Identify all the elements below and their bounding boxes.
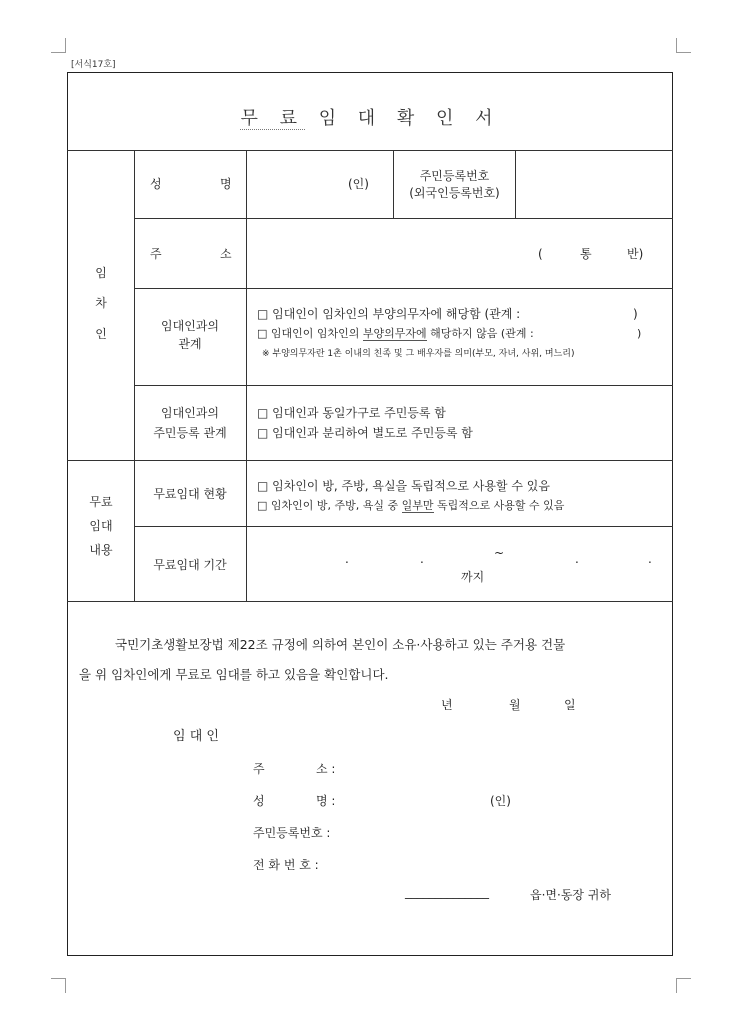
- tenant-address-tong: 통: [580, 247, 592, 261]
- period-tilde: ~: [494, 546, 505, 560]
- landlord-phone-label: 전 화 번 호 :: [253, 858, 319, 872]
- landlord-label: 임 대 인: [173, 729, 219, 744]
- tenant-relation-label-line2: 관계: [178, 337, 202, 351]
- row-line-tenant-end: [67, 460, 673, 461]
- row-line-table-end: [67, 601, 673, 602]
- tenant-relation-note: ※ 부양의무자란 1촌 이내의 친족 및 그 배우자를 의미(부모, 자녀, 사위, 며느리): [262, 349, 575, 359]
- status-option-2-underlined: 일부만: [401, 499, 434, 512]
- col-line-section: [134, 150, 135, 601]
- corner-mark-bottom-left: [51, 978, 66, 993]
- status-option-2-prefix: □ 임차인이 방, 주방, 욕실 중: [257, 499, 402, 512]
- period-dot-4: .: [648, 552, 652, 566]
- statement-line-2: 을 위 임차인에게 무료로 임대를 하고 있음을 확인합니다.: [79, 667, 389, 682]
- form-number: [서식17호]: [71, 60, 116, 70]
- statement-line-1: 국민기초생활보장법 제22조 규정에 의하여 본인이 소유·사용하고 있는 주거용 건물: [115, 637, 566, 652]
- tenant-relation-option-2[interactable]: [257, 326, 534, 342]
- tenant-id-label-line1: 주민등록번호: [419, 169, 490, 183]
- lease-section-label-3: 내용: [89, 543, 113, 557]
- relation-option-2-suffix: 해당하지 않음 (관계 :: [426, 327, 534, 340]
- tenant-registration-option-1[interactable]: □ 임대인과 동일가구로 주민등록 함: [257, 406, 446, 420]
- document-title: [0, 104, 741, 130]
- title-underlined: 무 료: [240, 108, 305, 129]
- corner-mark-top-left: [51, 38, 66, 53]
- row-line-name: [134, 218, 673, 219]
- title-rest: 임 대 확 인 서: [304, 108, 501, 129]
- row-line-title: [67, 150, 673, 151]
- relation-option-2-prefix: □ 임대인이 임차인의: [257, 327, 363, 340]
- tenant-registration-label-line1: 임대인과의: [161, 406, 219, 420]
- corner-mark-bottom-right: [676, 978, 691, 993]
- tenant-relation-option-1[interactable]: □ 임대인이 임차인의 부양의무자에 해당함 (관계 :: [257, 307, 521, 321]
- row-line-address: [134, 288, 673, 289]
- tenant-relation-option-1-close: ): [633, 307, 638, 321]
- col-line-id: [515, 150, 516, 218]
- tenant-address-ban: 반): [627, 247, 644, 261]
- tenant-id-label-line2: (외국인등록번호): [409, 186, 500, 200]
- tenant-registration-label-line2: 주민등록 관계: [153, 426, 227, 440]
- lease-status-option-1[interactable]: □ 임차인이 방, 주방, 욕실을 독립적으로 사용할 수 있음: [257, 479, 550, 493]
- landlord-address-label-2: 소 :: [316, 762, 336, 776]
- relation-option-2-underlined: 부양의무자에: [362, 327, 427, 340]
- lease-status-label: 무료임대 현황: [153, 487, 227, 501]
- lease-period-label: 무료임대 기간: [153, 558, 227, 572]
- date-month: 월: [509, 698, 521, 712]
- landlord-address-label: 주: [253, 762, 265, 776]
- addressee-blank: ______________: [405, 885, 489, 899]
- tenant-section-label-3: 인: [95, 327, 107, 341]
- col-line-label: [246, 150, 247, 601]
- corner-mark-top-right: [676, 38, 691, 53]
- landlord-name-label-2: 명 :: [316, 794, 336, 808]
- period-dot-1: .: [345, 552, 349, 566]
- tenant-registration-option-2[interactable]: □ 임대인과 분리하여 별도로 주민등록 함: [257, 426, 473, 440]
- landlord-seal-mark: (인): [490, 794, 511, 808]
- row-line-relation: [134, 385, 673, 386]
- date-year: 년: [441, 698, 453, 712]
- lease-status-option-2[interactable]: [257, 498, 564, 514]
- row-line-status: [134, 526, 673, 527]
- status-option-2-suffix: 독립적으로 사용할 수 있음: [433, 499, 565, 512]
- tenant-name-label: 성: [150, 177, 162, 191]
- form-frame: [67, 72, 673, 956]
- date-day: 일: [564, 698, 576, 712]
- tenant-section-label-2: 차: [95, 296, 107, 310]
- tenant-address-tong-open: (: [538, 247, 543, 261]
- tenant-section-label-1: 임: [95, 266, 107, 280]
- tenant-name-label-2: 명: [220, 177, 232, 191]
- tenant-relation-label-line1: 임대인과의: [161, 319, 219, 333]
- tenant-address-label: 주: [150, 247, 162, 261]
- landlord-id-label: 주민등록번호 :: [253, 826, 331, 840]
- addressee: 읍·면·동장 귀하: [530, 888, 611, 902]
- lease-section-label-2: 임대: [89, 519, 113, 533]
- lease-section-label-1: 무료: [89, 495, 113, 509]
- tenant-seal-mark: (인): [348, 177, 369, 191]
- landlord-name-label: 성: [253, 794, 265, 808]
- tenant-address-label-2: 소: [220, 247, 232, 261]
- tenant-relation-option-2-close: ): [637, 327, 642, 340]
- col-line-seal: [393, 150, 394, 218]
- period-dot-3: .: [575, 552, 579, 566]
- period-dot-2: .: [420, 552, 424, 566]
- period-until: 까지: [461, 570, 485, 584]
